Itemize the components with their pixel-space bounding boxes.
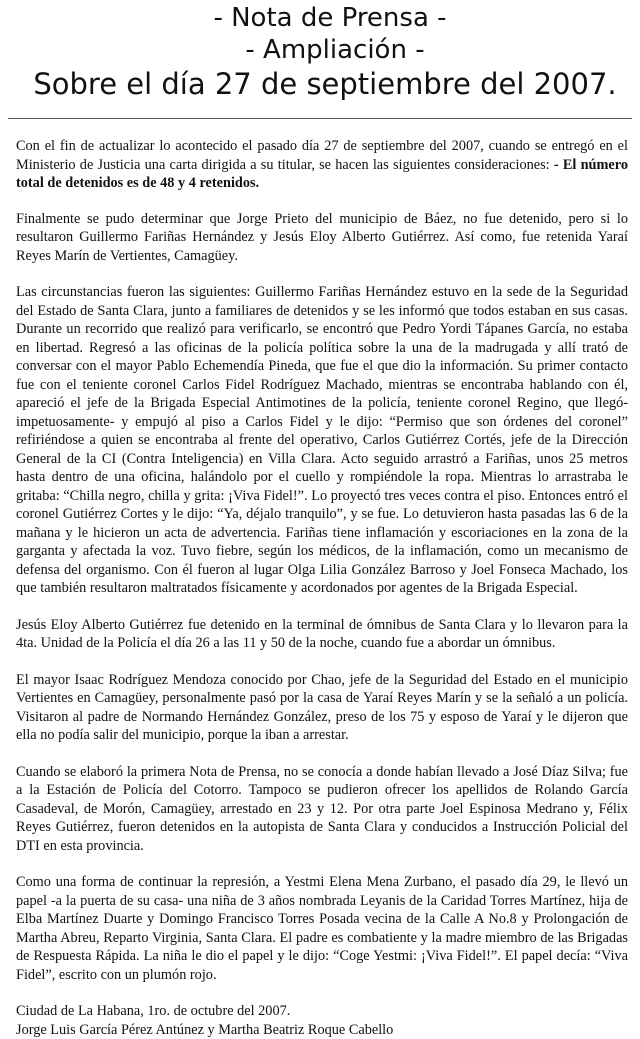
paragraph-yarai: El mayor Isaac Rodríguez Mendoza conocido por Chao, jefe de la Seguridad del Estado en el municipio Vertientes en Camagüey, personalmente pasó por la casa de Yaraí Reyes Marín y se la señaló a un policía. Visitaron al padre de Normando Hernández González, preso de los 75 y esposo de Yaraí y le dijeron que ella no podía salir del municipio, porque la iban a arrestar.	[16, 671, 628, 745]
paragraph-intro	[16, 137, 628, 193]
paragraph-first-note: Cuando se elaboró la primera Nota de Prensa, no se conocía a donde habían llevado a José Díaz Silva; fue a la Estación de Policía del Cotorro. Tampoco se pudieron ofrecer los apellidos de Rolando García Casadeval, de Morón, Camagüey, arrestado en 23 y 12. Por otra parte Joel Espinosa Medrano y, Félix Reyes Gutiérrez, fueron detenidos en la autopista de Santa Clara y conducidos a Instrucción Policial del DTI en esta provincia.	[16, 763, 628, 856]
header-title: - Nota de Prensa -	[0, 2, 640, 34]
paragraph-jesus-eloy: Jesús Eloy Alberto Gutiérrez fue detenido en la terminal de ómnibus de Santa Clara y lo llevaron para la 4ta. Unidad de la Policía el día 26 a las 11 y 50 de la noche, cuando fue a abordar un ómnibus.	[16, 616, 628, 653]
header-subtitle: - Ampliación -	[0, 34, 640, 66]
paragraph-intro-bold: - El número total de detenidos es de 48 y 4 retenidos.	[16, 157, 628, 192]
paragraph-circumstances: Las circunstancias fueron las siguientes: Guillermo Fariñas Hernández estuvo en la sede de la Seguridad del Estado de Santa Clara, junto a familiares de detenidos y se les informó que todos estaban en sus casas. Durante un recorrido que realizó para verificarlo, se encontró que Pedro Yordi Tápanes García, no estaba en libertad. Regresó a las oficinas de la policía política sobre la una de la madrugada y allí trató de conversar con el mayor Pablo Echemendía Pineda, que fue el que dio la información. Su primer contacto fue con el teniente coronel Carlos Fidel Rodríguez Machado, mientras se encontraba hablando con él, apareció el jefe de la Brigada Especial Antimotines de la policía, teniente coronel Regino, que llegó- impetuosamente- y empujó al piso a Carlos Fidel y le dijo: “Permiso que son órdenes del coronel” refiriéndose a quien se encontraba al frente del operativo, Carlos Gutiérrez Cortés, jefe de la Dirección General de la CI (Contra Inteligencia) en Villa Clara. Acto seguido arrastró a Fariñas, unos 25 metros hasta dentro de una oficina, halándolo por el cuello y rompiéndole la ropa. Mientras lo arrastraba le gritaba: “Chilla negro, chilla y grita: ¡Viva Fidel!”. Lo proyectó tres veces contra el piso. Entonces entró el coronel Gutiérrez Cortes y le dijo: “Ya, déjalo tranquilo”, y se fue. Lo detuvieron hasta pasadas las 6 de la mañana y le hicieron un acta de advertencia. Fariñas tiene inflamación y escoriaciones en la zona de la garganta y afectada la voz. Tuvo fiebre, según los médicos, de la inflamación, como un mecanismo de defensa del organismo. Con él fueron al lugar Olga Lilia González Barroso y Joel Fonseca Machado, los que también resultaron maltratados físicamente y acordonados por agentes de la Brigada Especial.	[16, 283, 628, 598]
paragraph-detainees: Finalmente se pudo determinar que Jorge Prieto del municipio de Báez, no fue detenido, pero si lo resultaron Guillermo Fariñas Hernández y Jesús Eloy Alberto Gutiérrez. Así como, fue retenida Yaraí Reyes Marín de Vertientes, Camagüey.	[16, 210, 628, 266]
header-date-line: Sobre el día 27 de septiembre del 2007.	[0, 66, 640, 102]
signature-block	[16, 1002, 628, 1039]
paragraph-repression: Como una forma de continuar la represión, a Yestmi Elena Mena Zurbano, el pasado día 29, le llevó un papel -a la puerta de su casa- una niña de 3 años nombrada Leyanis de la Caridad Torres Martínez, hija de Elba Martínez Duarte y Domingo Francisco Torres Posada vecina de la Calle A No.8 y Prolongación de Martha Abreu, Reparto Virginia, Santa Clara. El padre es combatiente y la madre miembro de las Brigadas de Respuesta Rápida. La niña le dio el papel y le dijo: “Coge Yestmi: ¡Viva Fidel!”. El papel decía: “Viva Fidel”, escrito con un plumón rojo.	[16, 873, 628, 984]
paragraph-intro-text: Con el fin de actualizar lo acontecido el pasado día 27 de septiembre del 2007, cuando se entregó en el Ministerio de Justicia una carta dirigida a su titular, se hacen las siguientes consideraciones:	[16, 138, 628, 173]
signature-authors: Jorge Luis García Pérez Antúnez y Martha Beatriz Roque Cabello	[16, 1021, 628, 1039]
document-body	[16, 137, 628, 1039]
header-divider	[8, 118, 632, 119]
signature-place-date: Ciudad de La Habana, 1ro. de octubre del 2007.	[16, 1002, 628, 1021]
document-header	[0, 2, 640, 102]
